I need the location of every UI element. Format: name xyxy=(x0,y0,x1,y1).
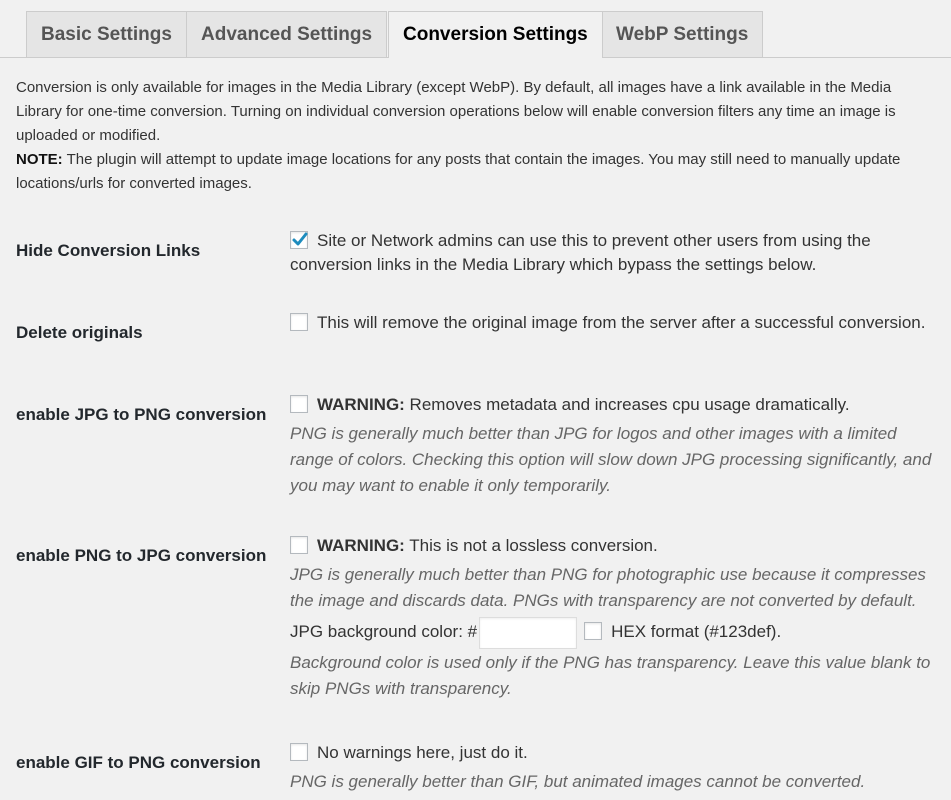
delete-originals-text: This will remove the original image from the server after a successful conversion. xyxy=(317,313,926,332)
jpg-to-png-label: enable JPG to PNG conversion xyxy=(16,405,267,424)
delete-originals-label: Delete originals xyxy=(16,323,143,342)
background-color-description: Background color is used only if the PNG has transparency. Leave this value blank to skip PNGs with transparency. xyxy=(290,653,931,698)
jpg-to-png-field xyxy=(290,393,940,499)
note-label: NOTE: xyxy=(16,151,63,168)
hide-conversion-links-checkbox[interactable] xyxy=(290,231,308,249)
delete-originals-field xyxy=(290,311,940,335)
jpg-to-png-description: PNG is generally much better than JPG for logos and other images with a limited range of colors. Checking this option will slow down JPG processing significantly, and you may want to enable it only temporarily. xyxy=(290,424,932,495)
hex-format-checkbox[interactable] xyxy=(584,622,602,640)
background-color-row xyxy=(290,616,940,648)
png-to-jpg-field xyxy=(290,534,940,702)
png-to-jpg-warning-label: WARNING: xyxy=(317,536,405,555)
tab-conversion-settings[interactable]: Conversion Settings xyxy=(388,11,603,58)
hide-conversion-links-text: Site or Network admins can use this to prevent other users from using the conversion links in the Media Library which bypass the settings below. xyxy=(290,231,871,274)
delete-originals-checkbox[interactable] xyxy=(290,313,308,331)
hide-conversion-links-field xyxy=(290,229,940,277)
jpg-to-png-checkbox[interactable] xyxy=(290,395,308,413)
tab-webp-settings[interactable]: WebP Settings xyxy=(601,11,763,57)
background-color-input[interactable] xyxy=(479,617,577,649)
jpg-to-png-warning-label: WARNING: xyxy=(317,395,405,414)
png-to-jpg-description: JPG is generally much better than PNG for photographic use because it compresses the image and discards data. PNGs with transparency are not converted by default. xyxy=(290,565,926,610)
gif-to-png-checkbox[interactable] xyxy=(290,743,308,761)
hex-format-label: HEX format (#123def). xyxy=(611,622,782,641)
gif-to-png-text: No warnings here, just do it. xyxy=(317,743,528,762)
png-to-jpg-label: enable PNG to JPG conversion xyxy=(16,546,267,565)
background-color-label: JPG background color: # xyxy=(290,622,478,641)
intro-paragraph: Conversion is only available for images in the Media Library (except WebP). By default, all images have a link available in the Media Library for one-time conversion. Turning on individual conversion operations below will enable conversion filters any time an image is uploaded or modified. xyxy=(16,79,896,144)
settings-tabs xyxy=(0,0,951,58)
gif-to-png-field xyxy=(290,741,940,795)
checkmark-icon xyxy=(290,230,310,250)
gif-to-png-label: enable GIF to PNG conversion xyxy=(16,753,261,772)
intro-text xyxy=(16,76,941,196)
gif-to-png-description: PNG is generally better than GIF, but animated images cannot be converted. xyxy=(290,772,866,791)
png-to-jpg-checkbox[interactable] xyxy=(290,536,308,554)
jpg-to-png-warning-text: Removes metadata and increases cpu usage dramatically. xyxy=(404,395,850,414)
note-text: The plugin will attempt to update image locations for any posts that contain the images. You may still need to manually update locations/urls for converted images. xyxy=(16,151,901,192)
tab-advanced-settings[interactable]: Advanced Settings xyxy=(186,11,387,57)
png-to-jpg-warning-text: This is not a lossless conversion. xyxy=(404,536,658,555)
hide-conversion-links-label: Hide Conversion Links xyxy=(16,241,201,260)
tab-basic-settings[interactable]: Basic Settings xyxy=(26,11,187,57)
